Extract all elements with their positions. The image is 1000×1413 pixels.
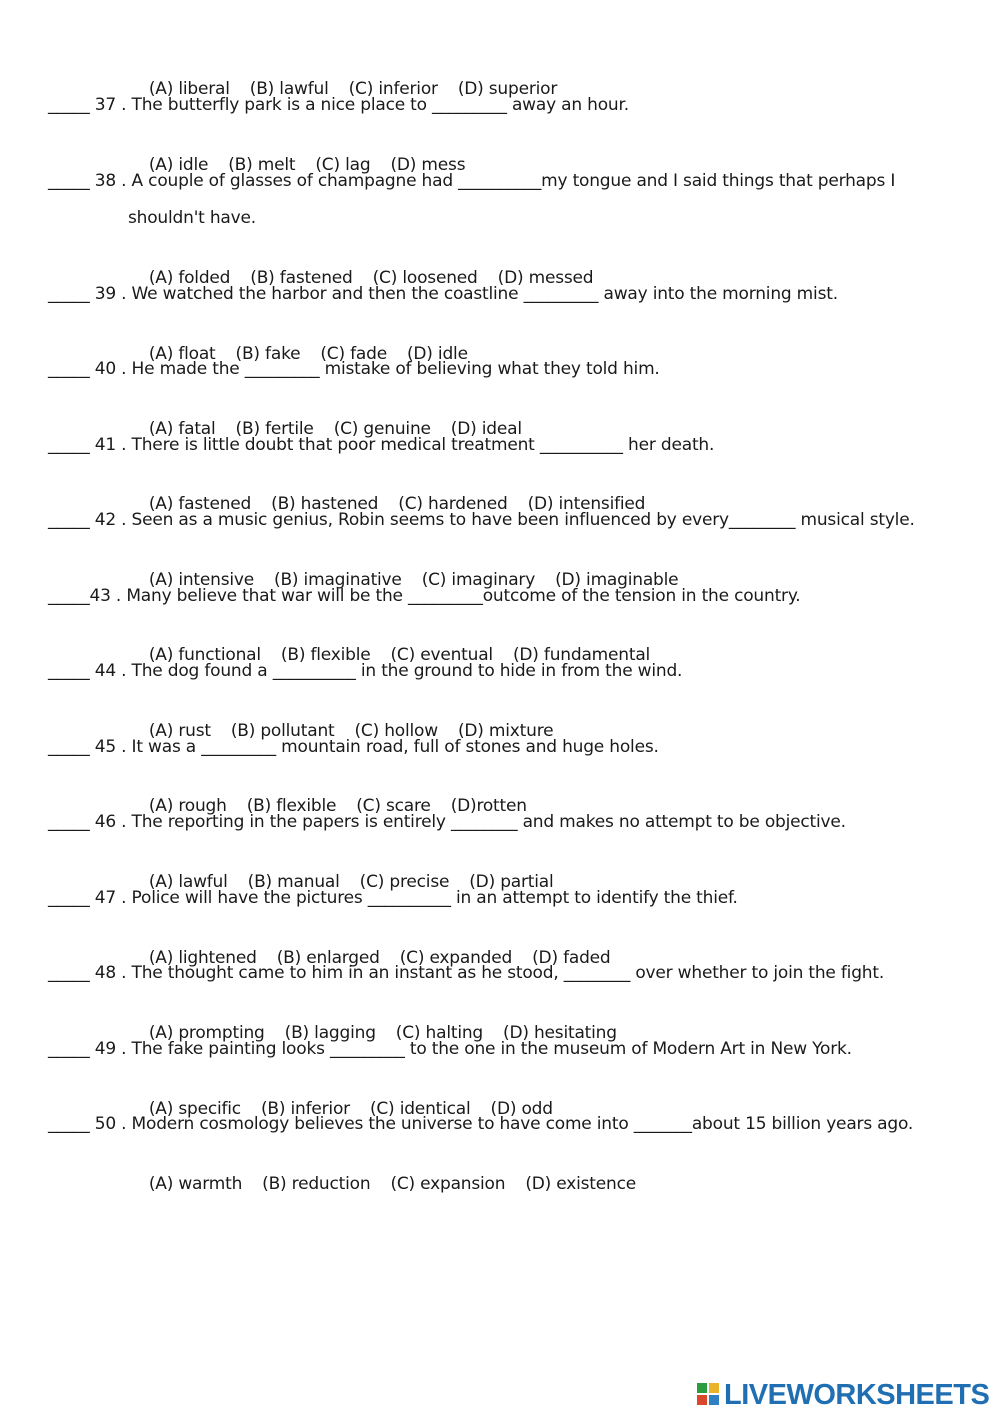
option: (B) enlarged [276, 948, 380, 968]
option: (B) lagging [284, 1023, 376, 1043]
option: (B) inferior [260, 1099, 350, 1119]
option: (A) float [148, 344, 216, 364]
option: (C) scare [356, 796, 431, 816]
question-39: _____ 39 . We watched the harbor and then the coastline _________ away into the morning mist. [48, 284, 838, 304]
option: (B) melt [228, 155, 296, 175]
option: (D) intensified [527, 494, 646, 514]
option: (C) eventual [390, 645, 493, 665]
option: (A) prompting [148, 1023, 265, 1043]
question-43: _____43 . Many believe that war will be the _________outcome of the tension in the country. [48, 586, 801, 606]
option: (C) loosened [372, 268, 478, 288]
option: (C) identical [369, 1099, 471, 1119]
option: (C) imaginary [421, 570, 536, 590]
option: (C) hollow [354, 721, 438, 741]
option: (B) fastened [250, 268, 353, 288]
option: (A) fatal [148, 419, 216, 439]
option: (D) mess [390, 155, 466, 175]
question-40: _____ 40 . He made the _________ mistake of believing what they told him. [48, 359, 660, 379]
option: (D) superior [457, 79, 558, 99]
option: (D) imaginable [555, 570, 679, 590]
option: (A) lawful [148, 872, 228, 892]
option: (C) lag [315, 155, 371, 175]
question-47: _____ 47 . Police will have the pictures __________ in an attempt to identify the thief. [48, 888, 738, 908]
option: (D) messed [497, 268, 594, 288]
question-37: _____ 37 . The butterfly park is a nice place to _________ away an hour. [48, 95, 629, 115]
liveworksheets-brand: LIVEWORKSHEETS [724, 1378, 990, 1411]
option: (D) existence [525, 1174, 637, 1194]
liveworksheets-logo-icon [697, 1383, 721, 1407]
question-49: _____ 49 . The fake painting looks _________ to the one in the museum of Modern Art in New York. [48, 1039, 852, 1059]
option: (A) rust [148, 721, 211, 741]
option: (B) flexible [280, 645, 371, 665]
option: (D) mixture [457, 721, 554, 741]
options-row [128, 1151, 636, 1217]
option: (D) fundamental [512, 645, 651, 665]
option: (C) expansion [390, 1174, 506, 1194]
option: (C) inferior [348, 79, 438, 99]
option: (A) specific [148, 1099, 241, 1119]
option: (A) folded [148, 268, 231, 288]
option: (C) genuine [333, 419, 431, 439]
option: (C) halting [395, 1023, 484, 1043]
option: (D) faded [532, 948, 611, 968]
option: (A) rough [148, 796, 227, 816]
option: (A) idle [148, 155, 209, 175]
question-50: _____ 50 . Modern cosmology believes the universe to have come into _______about 15 billion years ago. [48, 1114, 914, 1134]
option: (D) hesitating [503, 1023, 617, 1043]
option: (A) warmth [148, 1174, 243, 1194]
option: (A) functional [148, 645, 261, 665]
option: (B) manual [247, 872, 340, 892]
question-38-continuation: shouldn't have. [128, 208, 256, 228]
option: (C) expanded [399, 948, 513, 968]
question-48: _____ 48 . The thought came to him in an instant as he stood, ________ over whether to join the fight. [48, 963, 885, 983]
option: (A) fastened [148, 494, 252, 514]
question-46: _____ 46 . The reporting in the papers is entirely ________ and makes no attempt to be objective. [48, 812, 846, 832]
question-41: _____ 41 . There is little doubt that poor medical treatment __________ her death. [48, 435, 715, 455]
option: (D) partial [469, 872, 554, 892]
option: (C) fade [320, 344, 387, 364]
question-44: _____ 44 . The dog found a __________ in the ground to hide in from the wind. [48, 661, 683, 681]
option: (B) reduction [262, 1174, 371, 1194]
option: (C) hardened [398, 494, 508, 514]
option: (B) pollutant [230, 721, 335, 741]
option: (D) odd [490, 1099, 553, 1119]
liveworksheets-logo [697, 1380, 989, 1410]
option: (A) liberal [148, 79, 230, 99]
option: (D) ideal [450, 419, 522, 439]
option: (A) lightened [148, 948, 257, 968]
question-45: _____ 45 . It was a _________ mountain road, full of stones and huge holes. [48, 737, 659, 757]
option: (B) hastened [271, 494, 379, 514]
option: (B) lawful [249, 79, 329, 99]
option: (B) imaginative [274, 570, 402, 590]
option: (B) flexible [246, 796, 337, 816]
option: (D)rotten [450, 796, 527, 816]
option: (B) fake [235, 344, 301, 364]
option: (C) precise [359, 872, 450, 892]
option: (B) fertile [235, 419, 314, 439]
option: (D) idle [406, 344, 468, 364]
option: (A) intensive [148, 570, 255, 590]
question-38: _____ 38 . A couple of glasses of champagne had __________my tongue and I said things that perhaps I [48, 171, 896, 191]
question-42: _____ 42 . Seen as a music genius, Robin seems to have been influenced by every________ musical style. [48, 510, 915, 530]
